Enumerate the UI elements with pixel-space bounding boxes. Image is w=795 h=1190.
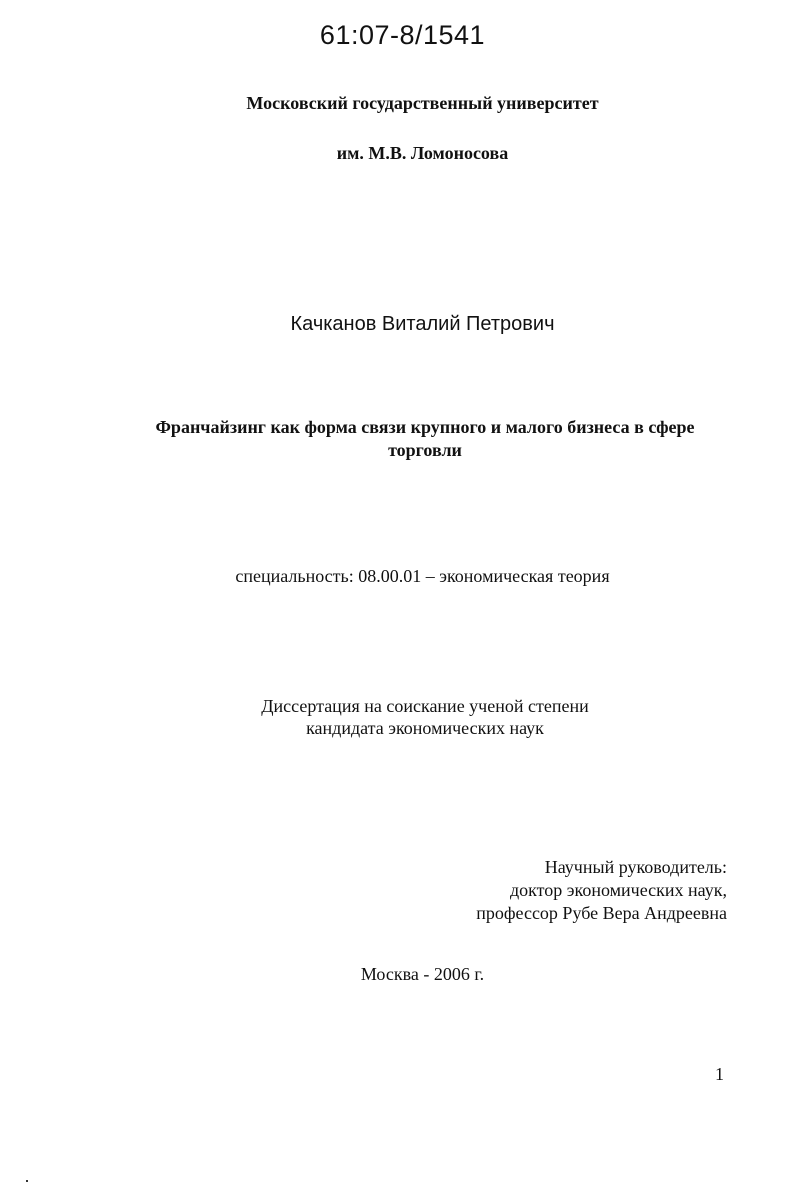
supervisor-label: Научный руководитель:	[544, 857, 727, 877]
scan-speck	[26, 1180, 28, 1182]
page-number: 1	[715, 1064, 724, 1084]
degree-line-1: Диссертация на соискание ученой степени	[261, 696, 589, 716]
degree-line-2: кандидата экономических наук	[306, 718, 544, 738]
supervisor-name: профессор Рубе Вера Андреевна	[476, 903, 727, 923]
catalog-code: 61:07-8/1541	[319, 20, 486, 50]
specialty: специальность: 08.00.01 – экономическая теория	[235, 566, 610, 586]
title-line-1: Франчайзинг как форма связи крупного и малого бизнеса в сфере	[155, 417, 695, 437]
title-line-2: торговли	[388, 440, 462, 460]
degree-statement	[200, 695, 650, 739]
supervisor-degree: доктор экономических наук,	[510, 880, 727, 900]
supervisor-block	[327, 856, 727, 925]
university-line-1: Московский государственный университет	[246, 93, 599, 113]
university-line-2: им. М.В. Ломоносова	[336, 143, 509, 163]
dissertation-title	[150, 416, 700, 462]
city-year: Москва - 2006 г.	[360, 964, 485, 984]
author-name: Качканов Виталий Петрович	[290, 313, 555, 335]
